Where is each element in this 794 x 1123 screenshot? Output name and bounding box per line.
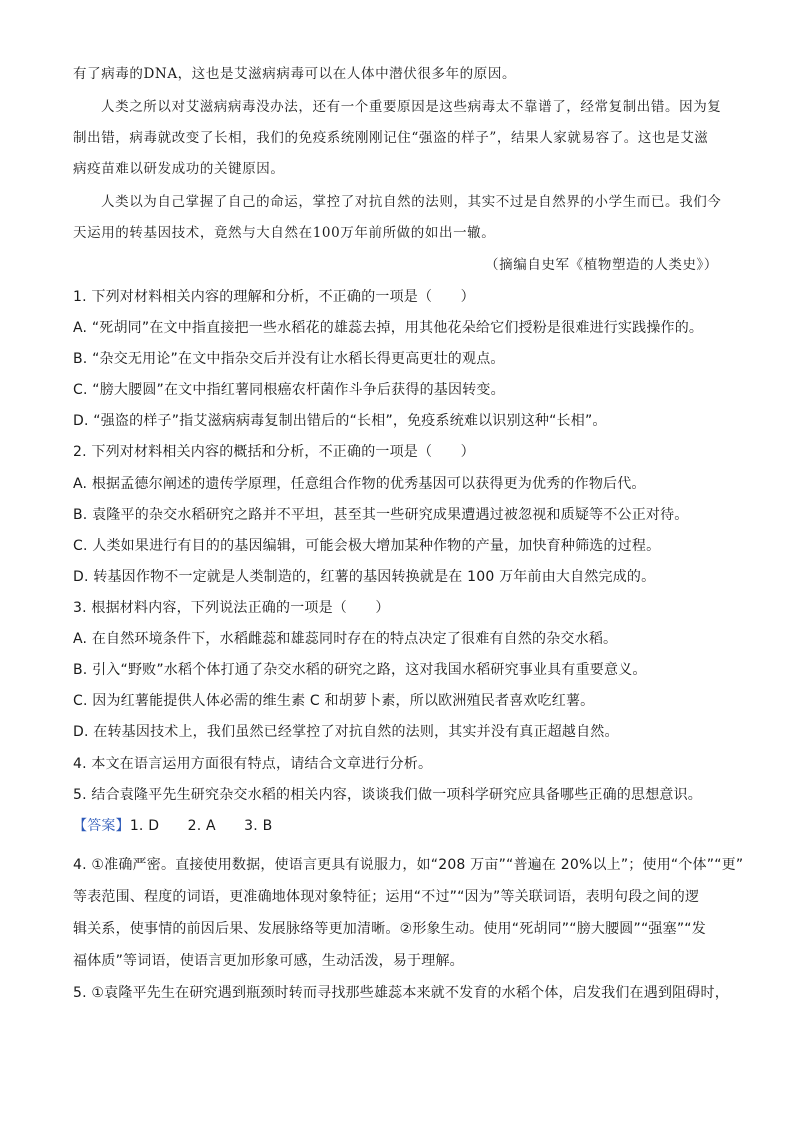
- answer-text: 1. D 2. A 3. B: [129, 818, 273, 834]
- explanation-line: 辑关系，使事情的前因后果、发展脉络等更加清晰。②形象生动。使用“死胡同”“膀大腰圆”“强塞”“发: [73, 921, 706, 937]
- explanation-line: 5. ①袁隆平先生在研究遇到瓶颈时转而寻找那些雄蕊本来就不发育的水稻个体，启发我们在遇到阻碍时，: [73, 985, 729, 1001]
- passage-source: （摘编自史军《植物塑造的人类史》）: [485, 257, 718, 273]
- answer-line: [73, 819, 272, 833]
- explanation-line: 4. ①准确严密。直接使用数据，使语言更具有说服力，如“208 万亩”“普遍在 20%以上”；使用“个体”“更”: [73, 857, 744, 873]
- question-stem: 1. 下列对材料相关内容的理解和分析，不正确的一项是（ ）: [73, 289, 475, 305]
- option-c: C. “膀大腰圆”在文中指红薯同根癌农杆菌作斗争后获得的基因转变。: [73, 382, 505, 398]
- explanation-line: 等表范围、程度的词语，更准确地体现对象特征；运用“不过”“因为”等关联词语，表明句段之间的逻: [73, 889, 700, 905]
- option-b: B. “杂交无用论”在文中指杂交后并没有让水稻长得更高更壮的观点。: [73, 351, 505, 367]
- question-stem: 4. 本文在语言运用方面很有特点，请结合文章进行分析。: [73, 756, 433, 772]
- option-d: D. 转基因作物不一定就是人类制造的，红薯的基因转换就是在 100 万年前由大自然完成的。: [73, 569, 656, 585]
- passage-line: 制出错，病毒就改变了长相，我们的免疫系统刚刚记住“强盗的样子”，结果人家就易容了。这也是艾滋: [73, 130, 709, 146]
- question-stem: 2. 下列对材料相关内容的概括和分析，不正确的一项是（ ）: [73, 444, 475, 460]
- option-b: B. 袁隆平的杂交水稻研究之路并不平坦，甚至其一些研究成果遭遇过被忽视和质疑等不公正对待。: [73, 507, 689, 523]
- passage-line: 有了病毒的DNA，这也是艾滋病病毒可以在人体中潜伏很多年的原因。: [73, 66, 517, 82]
- passage-line: 天运用的转基因技术，竟然与大自然在100万年前所做的如出一辙。: [73, 225, 496, 241]
- option-a: A. 根据孟德尔阐述的遗传学原理，任意组合作物的优秀基因可以获得更为优秀的作物后代。: [73, 476, 646, 492]
- option-a: A. “死胡同”在文中指直接把一些水稻花的雄蕊去掉，用其他花朵给它们授粉是很难进行实践操作的。: [73, 320, 704, 336]
- question-stem: 3. 根据材料内容，下列说法正确的一项是（ ）: [73, 600, 390, 616]
- option-d: D. “强盗的样子”指艾滋病病毒复制出错后的“长相”，免疫系统难以识别这种“长相”。: [73, 413, 607, 429]
- option-c: C. 因为红薯能提供人体必需的维生素 C 和胡萝卜素，所以欧洲殖民者喜欢吃红薯。: [73, 693, 595, 709]
- passage-line: 人类以为自己掌握了自己的命运，掌控了对抗自然的法则，其实不过是自然界的小学生而已。我们今: [101, 194, 722, 210]
- option-d: D. 在转基因技术上，我们虽然已经掌控了对抗自然的法则，其实并没有真正超越自然。: [73, 724, 619, 740]
- option-c: C. 人类如果进行有目的的基因编辑，可能会极大增加某种作物的产量，加快育种筛选的过程。: [73, 538, 661, 554]
- passage-line: 病疫苗难以研发成功的关键原因。: [73, 161, 285, 177]
- answer-tag: 【答案】: [73, 818, 130, 834]
- explanation-line: 福体质”等词语，使语言更加形象可感，生动活泼，易于理解。: [73, 953, 464, 969]
- passage-line: 人类之所以对艾滋病病毒没办法，还有一个重要原因是这些病毒太不靠谱了，经常复制出错。因为复: [101, 99, 722, 115]
- question-stem: 5. 结合袁隆平先生研究杂交水稻的相关内容，谈谈我们做一项科学研究应具备哪些正确的思想意识。: [73, 787, 703, 803]
- option-a: A. 在自然环境条件下，水稻雌蕊和雄蕊同时存在的特点决定了很难有自然的杂交水稻。: [73, 631, 618, 647]
- option-b: B. 引入“野败”水稻个体打通了杂交水稻的研究之路，这对我国水稻研究事业具有重要意义。: [73, 662, 647, 678]
